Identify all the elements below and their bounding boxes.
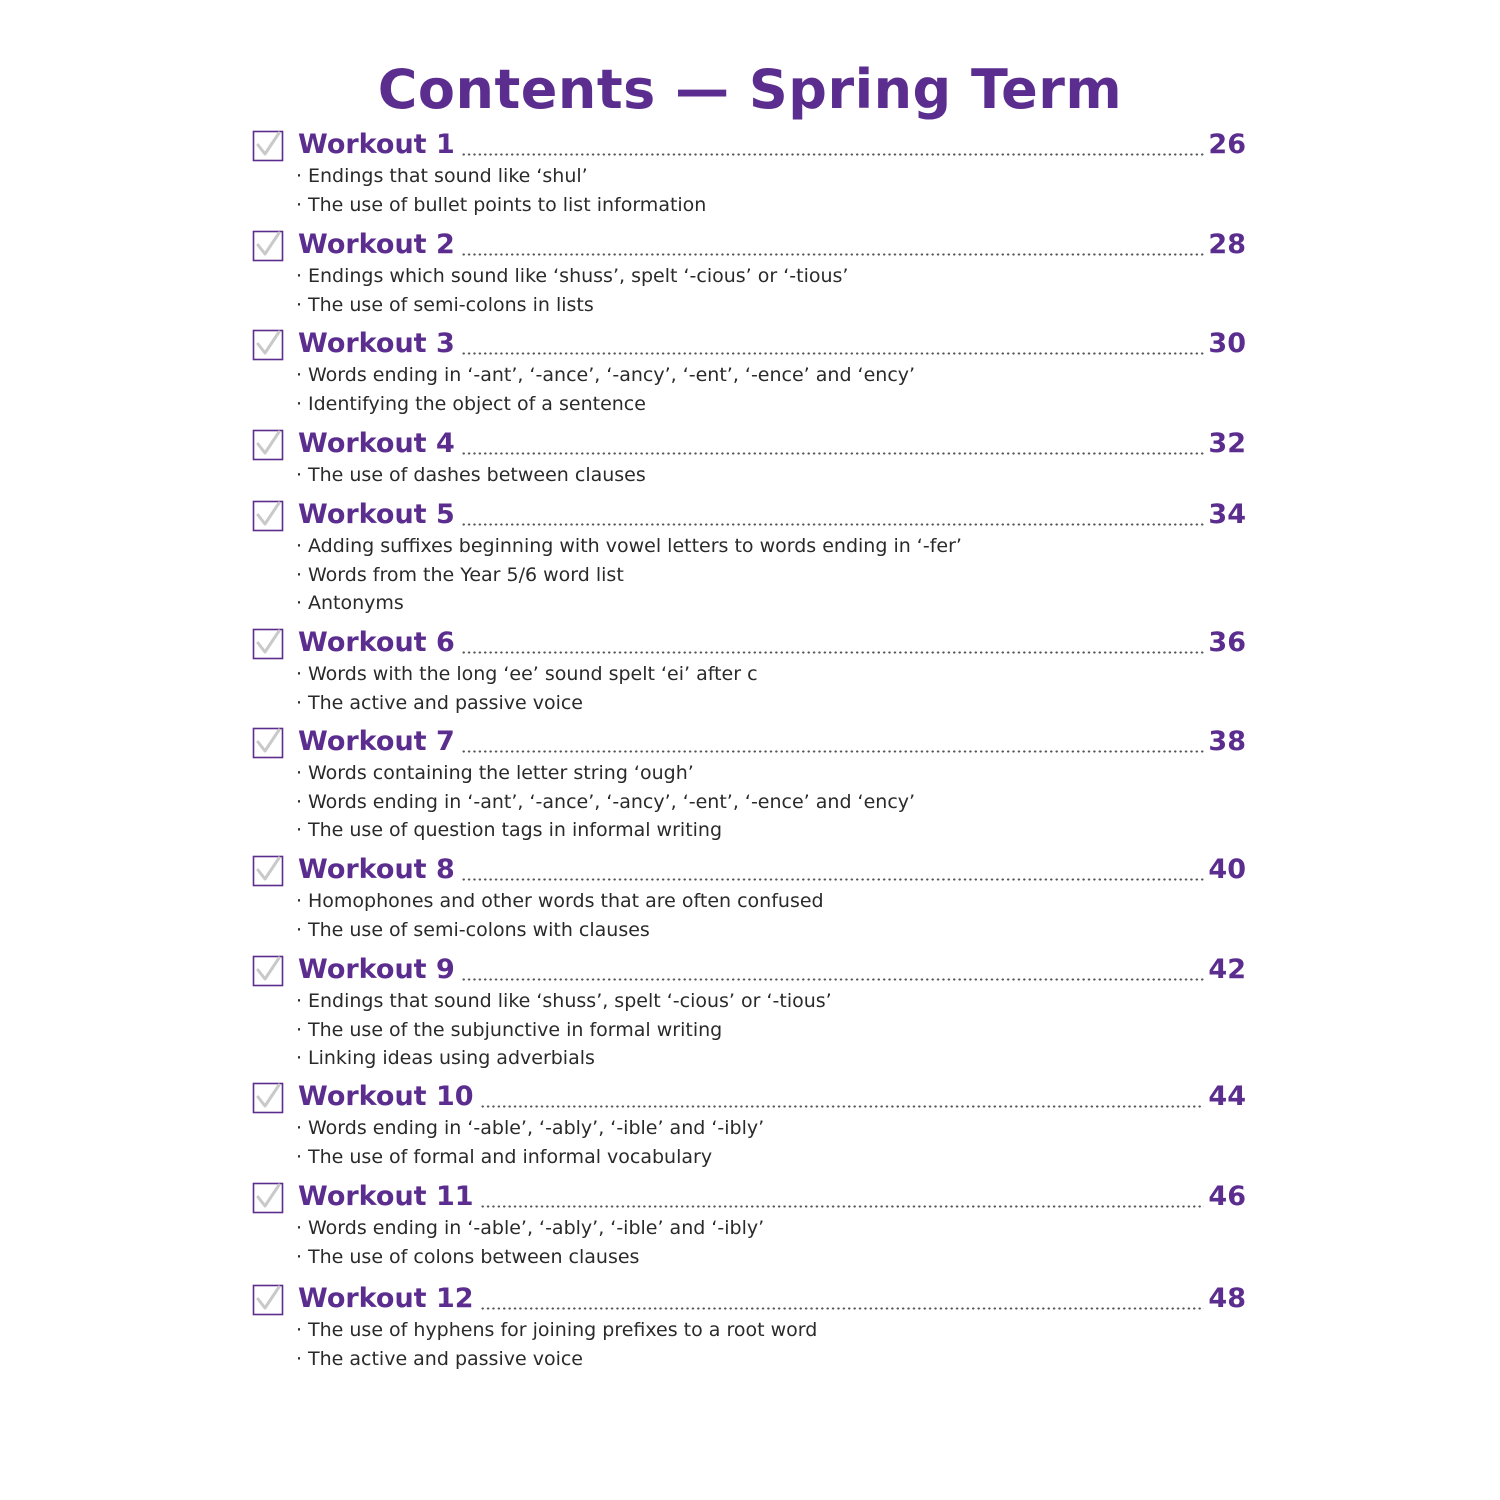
page-number: 32 — [1208, 428, 1246, 459]
workout-title: Workout 5 — [298, 499, 455, 530]
bullet-icon: · — [296, 990, 303, 1012]
topic-item — [296, 532, 1246, 561]
dot-leader — [461, 878, 1205, 881]
bullet-icon: · — [296, 918, 303, 941]
page-number: 38 — [1208, 726, 1246, 757]
topic-text: Antonyms — [308, 592, 404, 614]
topic-text: Endings which sound like ‘shuss’, spelt ‘-cious’ or ‘-tious’ — [308, 265, 849, 287]
topic-item — [296, 1143, 1246, 1172]
topic-item — [296, 589, 1246, 618]
topic-item — [296, 262, 1246, 291]
workout-heading-row — [252, 1080, 1246, 1114]
topic-item — [296, 561, 1246, 590]
workout-heading-row — [252, 853, 1246, 887]
bullet-icon: · — [296, 1117, 303, 1139]
topic-text: The use of colons between clauses — [308, 1245, 640, 1268]
topic-item — [296, 1016, 1246, 1045]
topic-text: Homophones and other words that are often confused — [308, 890, 824, 912]
dot-leader — [461, 651, 1205, 654]
bullet-icon: · — [296, 1018, 303, 1041]
bullet-icon: · — [296, 535, 303, 557]
topic-item — [296, 987, 1246, 1016]
topic-text: The active and passive voice — [308, 691, 583, 714]
page-number: 34 — [1208, 499, 1246, 530]
bullet-icon: · — [296, 392, 303, 415]
topic-text: The use of semi-colons in lists — [308, 293, 594, 316]
bullet-icon: · — [296, 364, 303, 386]
dot-leader — [461, 978, 1205, 981]
topic-item — [296, 461, 1246, 490]
workout-title: Workout 2 — [298, 229, 455, 260]
topic-item — [296, 291, 1246, 320]
page-number: 44 — [1208, 1081, 1246, 1112]
page-number: 46 — [1208, 1181, 1246, 1212]
topic-item — [296, 361, 1246, 390]
workout-title: Workout 8 — [298, 854, 455, 885]
page-number: 26 — [1208, 129, 1246, 160]
topic-text: Words with the long ‘ee’ sound spelt ‘ei’ after c — [308, 663, 758, 685]
topic-item — [296, 788, 1246, 817]
page-number: 28 — [1208, 229, 1246, 260]
topic-text: The use of dashes between clauses — [308, 464, 646, 486]
page-title: Contents — Spring Term — [377, 58, 1123, 121]
workout-entry[interactable] — [252, 228, 1246, 319]
workout-heading-row — [252, 626, 1246, 660]
bullet-icon: · — [296, 1145, 303, 1168]
bullet-icon: · — [296, 193, 303, 216]
topic-item — [296, 816, 1246, 845]
workout-title: Workout 6 — [298, 627, 455, 658]
workout-entry[interactable] — [252, 626, 1246, 717]
page-number: 36 — [1208, 627, 1246, 658]
bullet-icon: · — [296, 165, 303, 187]
page-number: 30 — [1208, 328, 1246, 359]
bullet-icon: · — [296, 293, 303, 316]
workout-heading-row — [252, 725, 1246, 759]
checkbox-tick-icon[interactable] — [252, 128, 286, 162]
checkbox-tick-icon[interactable] — [252, 626, 286, 660]
checkbox-tick-icon[interactable] — [252, 1180, 286, 1214]
checkbox-tick-icon[interactable] — [252, 1282, 286, 1316]
topic-text: Words from the Year 5/6 word list — [308, 563, 624, 586]
topic-text: Identifying the object of a sentence — [308, 392, 646, 415]
workout-heading-row — [252, 498, 1246, 532]
topic-item — [296, 1345, 1246, 1374]
topic-list — [252, 660, 1246, 717]
workout-entry[interactable] — [252, 853, 1246, 944]
workout-title: Workout 7 — [298, 726, 455, 757]
dot-leader — [461, 352, 1205, 355]
topic-item — [296, 1214, 1246, 1243]
bullet-icon: · — [296, 1347, 303, 1370]
bullet-icon: · — [296, 464, 303, 486]
topic-list — [252, 162, 1246, 219]
workout-title: Workout 4 — [298, 428, 455, 459]
topic-list — [252, 987, 1246, 1073]
workout-title: Workout 3 — [298, 328, 455, 359]
topic-item — [296, 887, 1246, 916]
checkbox-tick-icon[interactable] — [252, 725, 286, 759]
bullet-icon: · — [296, 762, 303, 784]
workout-heading-row — [252, 1180, 1246, 1214]
topic-item — [296, 759, 1246, 788]
bullet-icon: · — [296, 1245, 303, 1268]
topic-list — [252, 887, 1246, 944]
workout-heading-row — [252, 327, 1246, 361]
topic-item — [296, 191, 1246, 220]
topic-text: The use of semi-colons with clauses — [308, 918, 650, 941]
topic-item — [296, 162, 1246, 191]
topic-text: The use of the subjunctive in formal writing — [308, 1018, 723, 1041]
checkbox-tick-icon[interactable] — [252, 1080, 286, 1114]
topic-item — [296, 1044, 1246, 1073]
bullet-icon: · — [296, 563, 303, 586]
page-number: 40 — [1208, 854, 1246, 885]
workout-heading-row — [252, 953, 1246, 987]
workout-entry[interactable] — [252, 498, 1246, 618]
workout-title: Workout 11 — [298, 1181, 474, 1212]
topic-item — [296, 916, 1246, 945]
topic-list — [252, 759, 1246, 845]
topic-list — [252, 461, 1246, 490]
bullet-icon: · — [296, 1217, 303, 1239]
bullet-icon: · — [296, 819, 303, 841]
workout-heading-row — [252, 228, 1246, 262]
workout-entry[interactable] — [252, 725, 1246, 845]
topic-item — [296, 689, 1246, 718]
topic-text: Linking ideas using adverbials — [308, 1047, 595, 1069]
workout-heading-row — [252, 128, 1246, 162]
bullet-icon: · — [296, 663, 303, 685]
workout-title: Workout 12 — [298, 1283, 474, 1314]
bullet-icon: · — [296, 592, 303, 614]
page-number: 42 — [1208, 954, 1246, 985]
bullet-icon: · — [296, 1319, 303, 1341]
topic-list — [252, 1114, 1246, 1171]
dot-leader — [461, 523, 1205, 526]
checkbox-tick-icon[interactable] — [252, 953, 286, 987]
topic-text: Endings that sound like ‘shul’ — [308, 165, 588, 187]
workout-entry[interactable] — [252, 1080, 1246, 1171]
workout-entry[interactable] — [252, 953, 1246, 1073]
workout-title: Workout 10 — [298, 1081, 474, 1112]
dot-leader — [480, 1205, 1205, 1208]
dot-leader — [480, 1307, 1205, 1310]
checkbox-tick-icon[interactable] — [252, 228, 286, 262]
topic-text: Endings that sound like ‘shuss’, spelt ‘-cious’ or ‘-tious’ — [308, 990, 832, 1012]
workout-entry[interactable] — [252, 427, 1246, 490]
workout-entry[interactable] — [252, 327, 1246, 418]
topic-text: The use of bullet points to list information — [308, 193, 707, 216]
dot-leader — [461, 750, 1205, 753]
topic-text: The use of formal and informal vocabulary — [308, 1145, 713, 1168]
dot-leader — [461, 452, 1205, 455]
topic-text: Words ending in ‘-able’, ‘-ably’, ‘-ible’ and ‘-ibly’ — [308, 1217, 765, 1239]
dot-leader — [461, 253, 1205, 256]
checkbox-tick-icon[interactable] — [252, 498, 286, 532]
topic-list — [252, 262, 1246, 319]
workout-heading-row — [252, 427, 1246, 461]
topic-text: Words ending in ‘-able’, ‘-ably’, ‘-ible’ and ‘-ibly’ — [308, 1117, 765, 1139]
workout-entry[interactable] — [252, 1282, 1246, 1373]
workout-title: Workout 9 — [298, 954, 455, 985]
topic-text: The use of question tags in informal writing — [308, 819, 723, 841]
bullet-icon: · — [296, 691, 303, 714]
workout-heading-row — [252, 1282, 1246, 1316]
dot-leader — [461, 153, 1205, 156]
topic-list — [252, 1316, 1246, 1373]
bullet-icon: · — [296, 265, 303, 287]
checkbox-tick-icon[interactable] — [252, 427, 286, 461]
workout-entry[interactable] — [252, 1180, 1246, 1271]
topic-text: The active and passive voice — [308, 1347, 583, 1370]
workout-title: Workout 1 — [298, 129, 455, 160]
topic-text: Words ending in ‘-ant’, ‘-ance’, ‘-ancy’, ‘-ent’, ‘-ence’ and ‘ency’ — [308, 364, 916, 386]
topic-item — [296, 1316, 1246, 1345]
topic-list — [252, 1214, 1246, 1271]
topic-item — [296, 1243, 1246, 1272]
topic-list — [252, 361, 1246, 418]
topic-text: Words ending in ‘-ant’, ‘-ance’, ‘-ancy’, ‘-ent’, ‘-ence’ and ‘ency’ — [308, 790, 916, 813]
topic-text: Words containing the letter string ‘ough’ — [308, 762, 694, 784]
dot-leader — [480, 1105, 1205, 1108]
bullet-icon: · — [296, 1047, 303, 1069]
bullet-icon: · — [296, 790, 303, 813]
page-number: 48 — [1208, 1283, 1246, 1314]
checkbox-tick-icon[interactable] — [252, 327, 286, 361]
topic-item — [296, 660, 1246, 689]
bullet-icon: · — [296, 890, 303, 912]
workout-entry[interactable] — [252, 128, 1246, 219]
topic-list — [252, 532, 1246, 618]
topic-text: The use of hyphens for joining prefixes to a root word — [308, 1319, 818, 1341]
topic-text: Adding suffixes beginning with vowel letters to words ending in ‘-fer’ — [308, 535, 962, 557]
topic-item — [296, 390, 1246, 419]
topic-item — [296, 1114, 1246, 1143]
checkbox-tick-icon[interactable] — [252, 853, 286, 887]
